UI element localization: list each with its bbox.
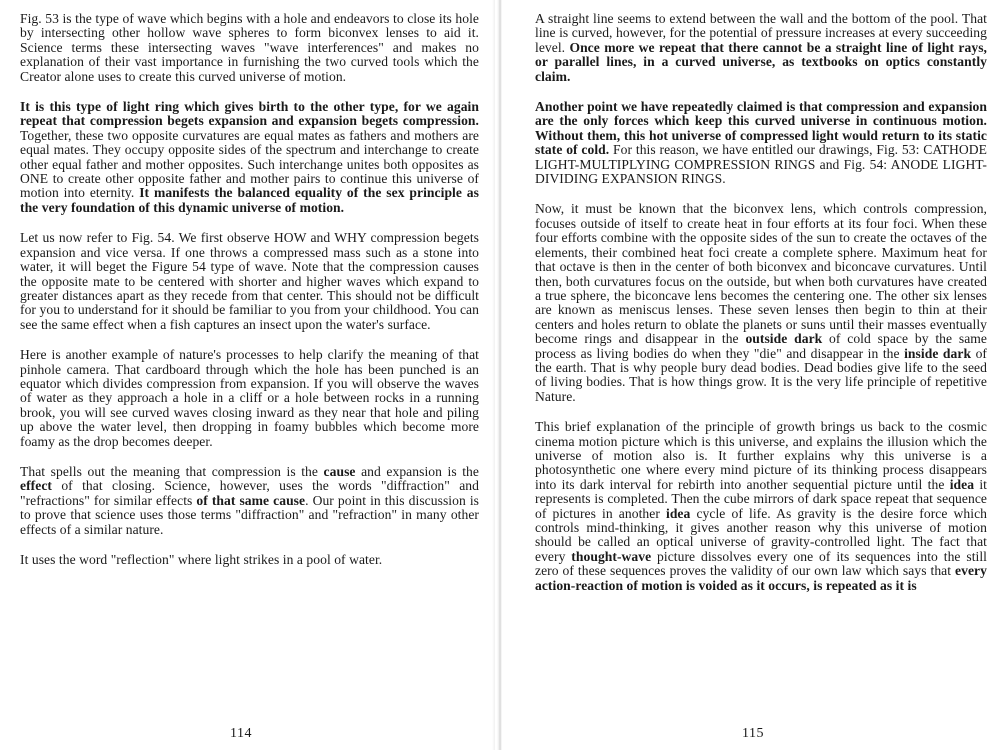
bold-text-run: It manifests the balanced equality of the sex principle as the very foundation of this dynamic universe of motion. xyxy=(20,185,479,215)
bold-text-run: idea xyxy=(666,505,691,521)
page-edge-shadow xyxy=(492,0,495,750)
text-run: A straight line seems to extend between the wall and the bottom of the pool. That line is curved, however, for the potential of pressure increases at every succeeding level. xyxy=(535,11,987,55)
paragraph xyxy=(20,348,479,449)
text-run: This brief explanation of the principle of growth brings us back to the cosmic cinema motion picture which is this universe, and explains the illusion which the universe of motion also is. It further explains why this universe is a photosynthetic one where every mind picture of its thinking process disappears into its dark interval for rebirth into another sequential picture until the xyxy=(535,419,987,492)
paragraph xyxy=(20,100,479,215)
right-page xyxy=(502,0,1003,750)
bold-text-run: Another point we have repeatedly claimed is that compression and expansion are the only forces which keep this curved universe in continuous motion. Without them, this hot universe of compressed light would return to its static state of cold. xyxy=(535,99,987,158)
paragraph xyxy=(20,553,479,567)
text-run: Now, it must be known that the biconvex lens, which controls compression, focuses outside of itself to create heat in four efforts at its four foci. When these four efforts combine with the opposite sides of the sun to create the octaves of the elements, their combined heat foci create a complete sphere. Maximum heat for that octave is then in the center of both biconvex and biconcave curvatures. Until then, both curvatures focus on the outside, but when both curvatures have created a true sphere, the biconcave lens becomes the centering one. The other six lenses are known as meniscus lenses. These seven lenses then begin to thin at their centers and holes return to oblate the planets or suns until their masses eventually become rings and disappear in the xyxy=(535,201,987,347)
text-run: of cold space by the same process as living bodies do when they "die" and disappear in the xyxy=(535,331,987,361)
right-page-body xyxy=(535,12,987,593)
text-run: Let us now refer to Fig. 54. We first observe HOW and WHY compression begets expansion and vice versa. If one throws a compressed mass such as a stone into water, it will beget the Figure 54 type of wave. Note that the compression causes the opposite mate to be centered with shorter and higher waves which expand to greater distances apart as they recede from that center. This should not be difficult for you to understand for it should be familiar to you from your childhood. You can see the same effect when a fish captures an insect upon the water's surface. xyxy=(20,230,479,332)
left-page-body xyxy=(20,12,479,567)
paragraph xyxy=(535,12,987,84)
text-run: picture dissolves every one of its sequences into the still zero of these sequences proves the validity of our own law which says that xyxy=(535,548,988,579)
text-run: Fig. 53 is the type of wave which begins with a hole and endeavors to close its hole by intersecting other hollow wave spheres to form biconvex lenses to aid it. Science terms these intersecting waves "wave interferences" and makes no explanation of their vast importance in furnishing the two curved tools which the Creator alone uses to create this curved universe of motion. xyxy=(20,11,479,84)
text-run: Together, these two opposite curvatures are equal mates as fathers and mothers are equal mates. They occupy opposite sides of the spectrum and interchange to create other equal father and mother opposites. Such interchange unites both opposites as ONE to create other opposite father and mother pairs to continue this universe of motion into eternity. xyxy=(20,127,479,201)
text-run: It uses the word "reflection" where light strikes in a pool of water. xyxy=(20,552,383,567)
bold-text-run: effect xyxy=(20,478,52,494)
text-run: of the earth. That is why people bury dead bodies. Dead bodies give life to the seed of living bodies. That is how things grow. It is the very life principle of repetitive Nature. xyxy=(535,345,988,404)
bold-text-run: outside dark xyxy=(745,331,823,347)
bold-text-run: idea xyxy=(949,476,975,492)
page-number: 114 xyxy=(230,726,252,741)
text-run: cycle of life. As gravity is the desire force which controls mind-thinking, it gives another reason why this universe of motion should be called an optical universe of gravity-controlled light. The fact that every xyxy=(535,505,987,564)
paragraph xyxy=(20,465,479,537)
bold-text-run: cause xyxy=(323,463,356,479)
text-run: . Our point in this discussion is to prove that science uses those terms "diffraction" and "refraction" in many other effects of a similar nature. xyxy=(20,492,479,537)
text-run: That spells out the meaning that compression is the xyxy=(20,463,324,479)
bold-text-run: It is this type of light ring which gives birth to the other type, for we again repeat that compression begets expansion and expansion begets compression. xyxy=(20,99,479,129)
bold-text-run: every action-reaction of motion is voided as it occurs, is repeated as it is xyxy=(535,563,987,593)
bold-text-run: Once more we repeat that there cannot be a straight line of light rays, or parallel lines, in a curved universe, as textbooks on optics constantly claim. xyxy=(535,39,987,84)
paragraph xyxy=(535,202,987,404)
bold-text-run: inside dark xyxy=(904,345,972,361)
bold-text-run: of that same cause xyxy=(196,492,306,508)
paragraph xyxy=(20,231,479,332)
paragraph xyxy=(20,12,479,84)
text-run: Here is another example of nature's processes to help clarify the meaning of that pinhole camera. That cardboard through which the hole has been punched is an equator which divides compression from expansion. If you will observe the waves of water as they approach a hole in a cliff or a hole between rocks in a running brook, you will see curved waves closing inward as they near that hole and piling up above the water level, then dropping in foamy bubbles which become more foamy as the drop becomes deeper. xyxy=(20,347,479,449)
text-run: For this reason, we have entitled our drawings, Fig. 53: CATHODE LIGHT-MULTIPLYING COMPRESSION RINGS and Fig. 54: ANODE LIGHT-DIVIDING EXPANSION RINGS. xyxy=(535,142,987,187)
text-run: it represents is completed. Then the cube mirrors of dark space repeat that sequence of pictures in another xyxy=(535,476,987,521)
bold-text-run: thought-wave xyxy=(571,548,652,564)
page-number: 115 xyxy=(742,726,764,741)
text-run: and expansion is the xyxy=(355,463,479,479)
paragraph xyxy=(535,420,987,593)
text-run: of that closing. Science, however, uses the words "diffraction" and "refractions" for similar effects xyxy=(20,478,479,508)
paragraph xyxy=(535,100,987,186)
left-page xyxy=(0,0,497,750)
